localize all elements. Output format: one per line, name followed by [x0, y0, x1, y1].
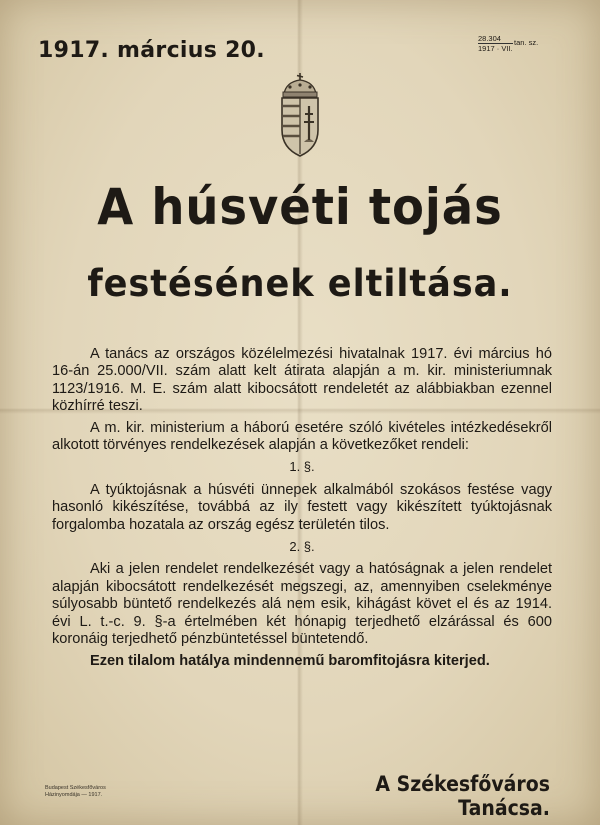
paragraph-intro: A tanács az országos közélelmezési hivatalnak 1917. évi március hó 16-án 25.000/VII. szám alatt kelt átirata alapján a m. kir. ministeriumnak 1123/1916. M. E. szám alatt kibocsátott rendeletét az alábbiakban ezennel közhírré teszi. — [52, 346, 552, 415]
title-line-1: A húsvéti tojás — [97, 178, 503, 236]
reference-number — [478, 34, 539, 53]
printer-imprint — [45, 785, 106, 799]
date-heading: 1917. március 20. — [38, 38, 265, 63]
paragraph-section-2: Aki a jelen rendelet rendelkezését vagy a hatóságnak a jelen rendelet alapján kibocsátott rendelkezését megszegi, az, amennyiben cselekménye súlyosabb büntető rendelkezés alá nem esik, kihágást követ el és az 1914. évi L. t.-c. 9. §-a értelmében két hónapig terjedhető elzárással és 600 koronáig terjedhető pénzbüntetéssel büntetendő. — [52, 561, 552, 648]
printer-imprint-line-1: Budapest Székesfőváros — [45, 785, 106, 791]
reference-number-sub: 1917 · VII. — [478, 44, 513, 53]
decree-body — [52, 346, 552, 674]
title-line-2: festésének eltiltása. — [87, 262, 513, 305]
section-1-heading: 1. §. — [289, 459, 315, 475]
paragraph-ministry: A m. kir. ministerium a háború esetére szóló kivételes intézkedésekről alkotott törvényes rendelkezések alapján a következőket rendeli: — [52, 419, 552, 454]
paragraph-extension-note: Ezen tilalom hatálya mindennemű baromfitojásra kiterjed. — [90, 652, 490, 669]
printer-imprint-line-2: Házinyomdája — 1917. — [45, 792, 103, 798]
signature: A Székesfőváros Tanácsa. — [375, 772, 550, 820]
reference-label: tan. sz. — [514, 38, 539, 47]
hungarian-coat-of-arms-icon — [270, 72, 330, 158]
paragraph-section-1: A tyúktojásnak a húsvéti ünnepek alkalmából szokásos festése vagy hasonló kikészítése, továbbá az ily festett vagy kikészített tyúktojásnak forgalomba hozatala az ország egész területén tilos. — [52, 481, 552, 533]
reference-number-value: 28.304 — [478, 34, 513, 44]
section-2-heading: 2. §. — [289, 539, 315, 555]
